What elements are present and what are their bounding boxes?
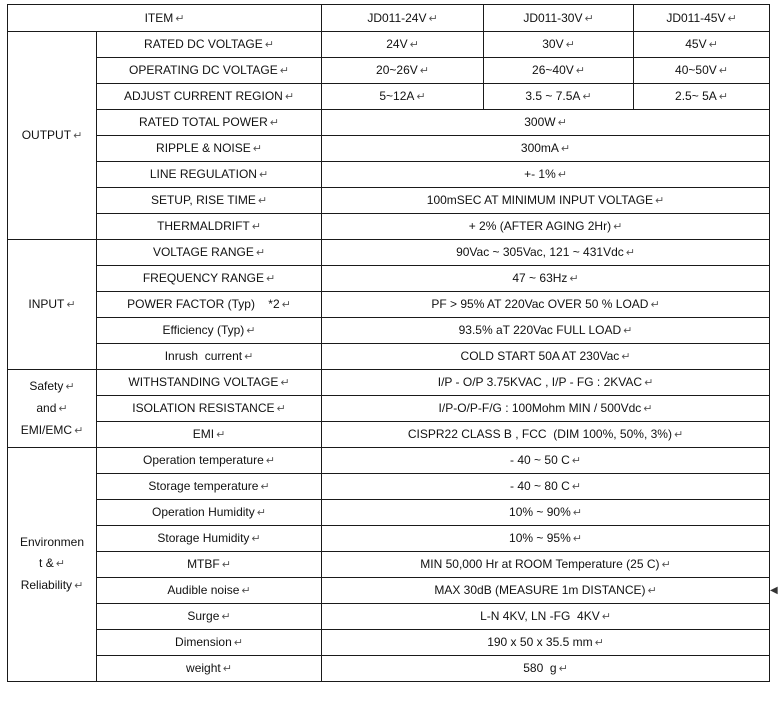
label-text: Surge <box>187 609 220 623</box>
table-row <box>8 266 770 292</box>
value-cell <box>322 58 484 84</box>
table-row <box>8 84 770 110</box>
row-label <box>97 526 322 552</box>
table-row <box>8 240 770 266</box>
paragraph-mark-icon <box>256 247 265 259</box>
table-row <box>8 526 770 552</box>
row-label <box>97 318 322 344</box>
label-text: POWER FACTOR (Typ) *2 <box>127 297 280 311</box>
table-row <box>8 58 770 84</box>
table-row <box>8 500 770 526</box>
value-text: 3.5 ~ 7.5A <box>525 89 581 103</box>
value-text: 24V <box>386 37 408 51</box>
paragraph-mark-icon <box>727 13 736 25</box>
label-text: LINE REGULATION <box>149 167 257 181</box>
paragraph-mark-icon <box>573 507 582 519</box>
section-output <box>8 32 97 240</box>
value-cell <box>322 110 770 136</box>
value-cell <box>322 292 770 318</box>
paragraph-mark-icon <box>595 637 604 649</box>
paragraph-mark-icon <box>277 403 286 415</box>
paragraph-mark-icon <box>221 611 230 623</box>
label-text: Efficiency (Typ) <box>162 323 245 337</box>
value-cell <box>634 58 770 84</box>
paragraph-mark-icon <box>282 299 291 311</box>
row-label <box>97 84 322 110</box>
value-text: - 40 ~ 80 C <box>510 479 570 493</box>
table-row <box>8 344 770 370</box>
paragraph-mark-icon <box>234 637 243 649</box>
section-title-line: Reliability <box>20 578 73 592</box>
table-row <box>8 162 770 188</box>
value-text: 2.5~ 5A <box>675 89 717 103</box>
paragraph-mark-icon <box>241 585 250 597</box>
value-cell <box>484 58 634 84</box>
section-title-line: and <box>36 400 57 415</box>
paragraph-mark-icon <box>602 611 611 623</box>
paragraph-mark-icon <box>280 377 289 389</box>
header-row <box>8 5 770 32</box>
paragraph-mark-icon <box>621 351 630 363</box>
label-text: weight <box>186 661 221 675</box>
section-title-line: EMI/EMC <box>20 422 73 437</box>
value-text: 20~26V <box>376 63 418 77</box>
section-environment <box>8 448 97 682</box>
paragraph-mark-icon <box>285 91 294 103</box>
value-cell <box>322 422 770 448</box>
value-cell <box>484 32 634 58</box>
row-label <box>97 448 322 474</box>
paragraph-mark-icon <box>559 663 568 675</box>
paragraph-mark-icon <box>258 195 267 207</box>
section-title-line: Safety <box>29 378 64 393</box>
value-text: COLD START 50A AT 230Vac <box>460 349 620 363</box>
value-text: CISPR22 CLASS B , FCC (DIM 100%, 50%, 3%) <box>407 427 672 441</box>
header-item-cell <box>8 5 322 32</box>
paragraph-mark-icon <box>251 533 260 545</box>
paragraph-mark-icon <box>74 580 83 592</box>
row-label <box>97 344 322 370</box>
label-text: ADJUST CURRENT REGION <box>123 89 283 103</box>
paragraph-mark-icon <box>650 299 659 311</box>
row-label <box>97 500 322 526</box>
row-label <box>97 370 322 396</box>
value-cell <box>322 370 770 396</box>
section-title-line: t & <box>39 556 54 570</box>
row-label <box>97 422 322 448</box>
value-cell <box>322 84 484 110</box>
value-cell <box>322 344 770 370</box>
paragraph-mark-icon <box>73 130 82 142</box>
table-row <box>8 448 770 474</box>
label-text: Audible noise <box>167 583 240 597</box>
paragraph-mark-icon <box>644 377 653 389</box>
paragraph-mark-icon <box>566 39 575 51</box>
row-label <box>97 396 322 422</box>
value-text: I/P - O/P 3.75KVAC , I/P - FG : 2KVAC <box>437 375 643 389</box>
row-label <box>97 266 322 292</box>
value-cell <box>322 396 770 422</box>
row-label <box>97 552 322 578</box>
section-title: OUTPUT <box>21 127 72 142</box>
value-text: +- 1% <box>524 167 556 181</box>
row-label <box>97 110 322 136</box>
paragraph-mark-icon <box>572 481 581 493</box>
table-row <box>8 604 770 630</box>
table-row <box>8 318 770 344</box>
paragraph-mark-icon <box>216 429 225 441</box>
value-text: 100mSEC AT MINIMUM INPUT VOLTAGE <box>426 193 654 207</box>
label-text: FREQUENCY RANGE <box>142 271 264 285</box>
label-text: SETUP, RISE TIME <box>150 193 256 207</box>
value-cell <box>322 578 770 604</box>
table-row <box>8 656 770 682</box>
value-text: MIN 50,000 Hr at ROOM Temperature (25 C) <box>420 557 660 571</box>
value-cell <box>322 604 770 630</box>
label-text: Operation Humidity <box>152 505 255 519</box>
row-label <box>97 162 322 188</box>
label-text: ISOLATION RESISTANCE <box>132 401 275 415</box>
value-text: 300W <box>524 115 556 129</box>
table-row <box>8 578 770 604</box>
row-label <box>97 58 322 84</box>
paragraph-mark-icon <box>416 91 425 103</box>
paragraph-mark-icon <box>582 91 591 103</box>
paragraph-mark-icon <box>719 91 728 103</box>
paragraph-mark-icon <box>266 455 275 467</box>
value-text: 10% ~ 95% <box>509 531 571 545</box>
paragraph-mark-icon <box>558 117 567 129</box>
row-label <box>97 604 322 630</box>
paragraph-mark-icon <box>257 507 266 519</box>
paragraph-mark-icon <box>246 325 255 337</box>
section-safety <box>8 370 97 448</box>
value-cell <box>484 84 634 110</box>
table-row <box>8 32 770 58</box>
value-text: 26~40V <box>532 63 574 77</box>
value-text: 5~12A <box>379 89 415 103</box>
value-cell <box>322 318 770 344</box>
value-text: - 40 ~ 50 C <box>510 453 570 467</box>
table-row <box>8 370 770 396</box>
value-cell <box>634 32 770 58</box>
margin-arrow-icon: ◀ <box>770 585 778 596</box>
model-name: JD011-45V <box>666 10 726 25</box>
paragraph-mark-icon <box>569 273 578 285</box>
value-cell <box>322 240 770 266</box>
paragraph-mark-icon <box>265 39 274 51</box>
paragraph-mark-icon <box>410 39 419 51</box>
row-label <box>97 474 322 500</box>
label-text: RATED DC VOLTAGE <box>144 37 263 51</box>
paragraph-mark-icon <box>175 13 184 25</box>
row-label <box>97 214 322 240</box>
header-model-cell <box>634 5 770 32</box>
table-row <box>8 188 770 214</box>
section-title-line: Environmen <box>19 535 85 549</box>
value-cell <box>322 136 770 162</box>
row-label <box>97 578 322 604</box>
paragraph-mark-icon <box>223 663 232 675</box>
label-text: Storage Humidity <box>157 531 250 545</box>
value-cell <box>322 214 770 240</box>
row-label <box>97 630 322 656</box>
paragraph-mark-icon <box>260 481 269 493</box>
value-text: 45V <box>685 37 707 51</box>
row-label <box>97 32 322 58</box>
value-text: 47 ~ 63Hz <box>512 271 568 285</box>
paragraph-mark-icon <box>244 351 253 363</box>
paragraph-mark-icon <box>561 143 570 155</box>
row-label <box>97 188 322 214</box>
value-text: 90Vac ~ 305Vac, 121 ~ 431Vdc <box>456 245 624 259</box>
label-text: VOLTAGE RANGE <box>152 245 254 259</box>
table-row <box>8 292 770 318</box>
table-row <box>8 630 770 656</box>
value-cell <box>322 448 770 474</box>
table-row <box>8 474 770 500</box>
value-cell <box>322 162 770 188</box>
table-row <box>8 214 770 240</box>
paragraph-mark-icon <box>613 221 622 233</box>
label-text: Inrush current <box>164 349 243 363</box>
paragraph-mark-icon <box>719 65 728 77</box>
value-cell <box>322 526 770 552</box>
model-name: JD011-24V <box>367 10 427 25</box>
paragraph-mark-icon <box>576 65 585 77</box>
value-text: 40~50V <box>675 63 717 77</box>
paragraph-mark-icon <box>253 143 262 155</box>
paragraph-mark-icon <box>647 585 656 597</box>
paragraph-mark-icon <box>58 403 67 415</box>
value-text: 190 x 50 x 35.5 mm <box>487 635 593 649</box>
paragraph-mark-icon <box>643 403 652 415</box>
paragraph-mark-icon <box>280 65 289 77</box>
value-cell <box>634 84 770 110</box>
value-text: L-N 4KV, LN -FG 4KV <box>480 609 600 623</box>
paragraph-mark-icon <box>573 533 582 545</box>
value-text: 93.5% aT 220Vac FULL LOAD <box>458 323 622 337</box>
label-text: THERMALDRIFT <box>157 219 250 233</box>
paragraph-mark-icon <box>66 299 75 311</box>
label-text: OPERATING DC VOLTAGE <box>129 63 278 77</box>
paragraph-mark-icon <box>252 221 261 233</box>
table-row <box>8 136 770 162</box>
section-title: INPUT <box>28 296 65 311</box>
label-text: RATED TOTAL POWER <box>139 115 268 129</box>
paragraph-mark-icon <box>655 195 664 207</box>
row-label <box>97 656 322 682</box>
header-model-cell <box>484 5 634 32</box>
value-cell <box>322 552 770 578</box>
section-input <box>8 240 97 370</box>
paragraph-mark-icon <box>222 559 231 571</box>
value-text: PF > 95% AT 220Vac OVER 50 % LOAD <box>431 297 649 311</box>
table-row <box>8 396 770 422</box>
paragraph-mark-icon <box>558 169 567 181</box>
label-text: RIPPLE & NOISE <box>156 141 251 155</box>
label-text: MTBF <box>187 557 220 571</box>
paragraph-mark-icon <box>56 558 65 570</box>
label-text: EMI <box>192 427 215 441</box>
value-text: + 2% (AFTER AGING 2Hr) <box>468 219 612 233</box>
value-cell <box>322 32 484 58</box>
table-row <box>8 422 770 448</box>
value-cell <box>322 630 770 656</box>
table-row <box>8 110 770 136</box>
value-cell <box>322 500 770 526</box>
model-name: JD011-30V <box>523 10 583 25</box>
paragraph-mark-icon <box>623 325 632 337</box>
value-cell <box>322 266 770 292</box>
label-text: Dimension <box>175 635 232 649</box>
paragraph-mark-icon <box>584 13 593 25</box>
value-cell <box>322 474 770 500</box>
paragraph-mark-icon <box>420 65 429 77</box>
header-model-cell <box>322 5 484 32</box>
value-text: I/P-O/P-F/G : 100Mohm MIN / 500Vdc <box>438 401 642 415</box>
paragraph-mark-icon <box>626 247 635 259</box>
paragraph-mark-icon <box>709 39 718 51</box>
header-item: ITEM <box>144 10 174 25</box>
value-text: 30V <box>542 37 564 51</box>
paragraph-mark-icon <box>266 273 275 285</box>
value-text: 580 g <box>523 661 557 675</box>
row-label <box>97 136 322 162</box>
paragraph-mark-icon <box>572 455 581 467</box>
value-text: 10% ~ 90% <box>509 505 571 519</box>
paragraph-mark-icon <box>674 429 683 441</box>
label-text: Storage temperature <box>148 479 259 493</box>
paragraph-mark-icon <box>259 169 268 181</box>
paragraph-mark-icon <box>662 559 671 571</box>
value-cell <box>322 188 770 214</box>
table-row <box>8 552 770 578</box>
value-text: MAX 30dB (MEASURE 1m DISTANCE) <box>434 583 646 597</box>
paragraph-mark-icon <box>65 381 74 393</box>
row-label <box>97 240 322 266</box>
value-text: 300mA <box>520 141 559 155</box>
row-label <box>97 292 322 318</box>
paragraph-mark-icon <box>428 13 437 25</box>
value-cell <box>322 656 770 682</box>
paragraph-mark-icon <box>270 117 279 129</box>
paragraph-mark-icon <box>74 425 83 437</box>
label-text: WITHSTANDING VOLTAGE <box>128 375 279 389</box>
spec-table <box>7 4 770 682</box>
label-text: Operation temperature <box>143 453 264 467</box>
